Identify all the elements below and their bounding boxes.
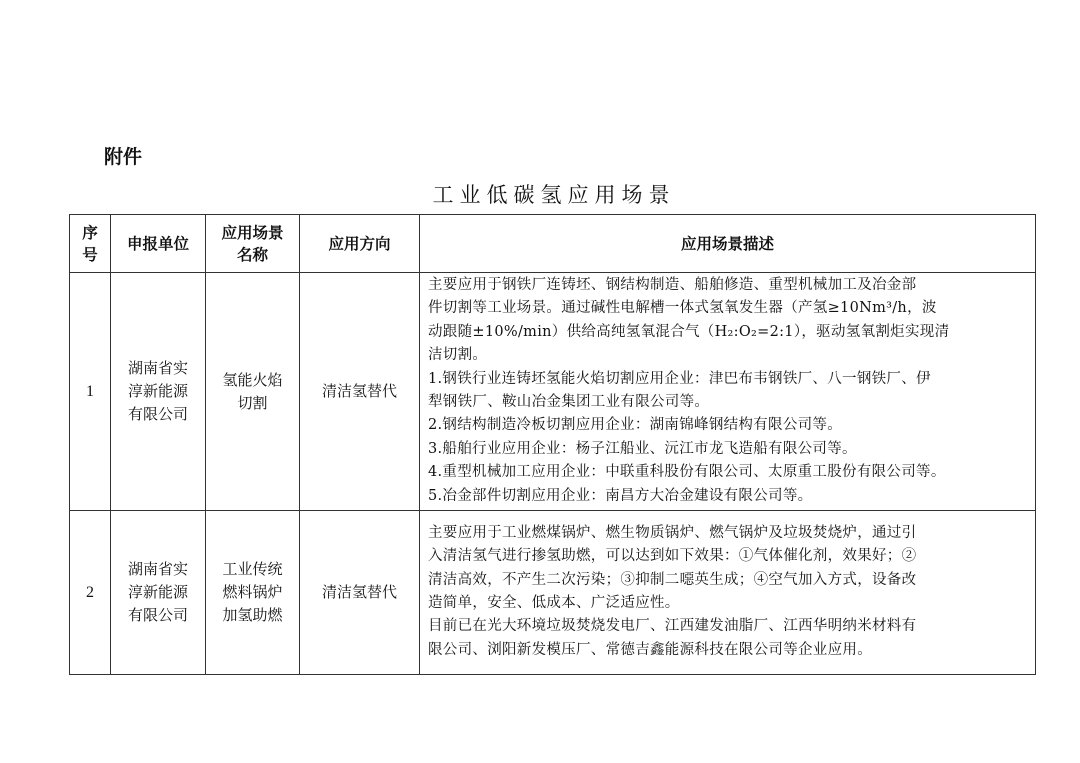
application-scene-table [69, 214, 1036, 675]
row-number: 2 [70, 511, 111, 675]
description-line: 2.钢结构制造冷板切割应用企业：湖南锦峰钢结构有限公司等。 [428, 417, 843, 434]
attachment-label: 附件 [104, 146, 143, 168]
table-row [70, 511, 1036, 675]
description-line: 3.船舶行业应用企业：杨子江船业、沅江市龙飞造船有限公司等。 [428, 440, 857, 457]
description-line: 5.冶金部件切割应用企业：南昌方大冶金建设有限公司等。 [428, 487, 813, 504]
row-direction: 清洁氢替代 [300, 511, 420, 675]
row-number: 1 [70, 273, 111, 511]
unit-line: 有限公司 [127, 606, 188, 625]
row-scene-name [206, 511, 300, 675]
header-scene-name [206, 215, 300, 273]
description-line: 4.重型机械加工应用企业：中联重科股份有限公司、太原重工股份有限公司等。 [428, 464, 946, 481]
description-line: 限公司、浏阳新发模压厂、常德吉鑫能源科技在限公司等企业应用。 [428, 641, 872, 658]
unit-line: 有限公司 [127, 405, 188, 424]
table-row [70, 273, 1036, 511]
scene-name-line: 加氢助燃 [222, 606, 283, 625]
unit-line: 湖南省实 [127, 560, 188, 579]
scene-name-line: 工业传统 [222, 560, 283, 579]
description-line: 1.钢铁行业连铸坯氢能火焰切割应用企业：津巴布韦钢铁厂、八一钢铁厂、伊 [428, 370, 931, 387]
header-no-line: 号 [82, 245, 98, 264]
document-title: 工业低碳氢应用场景 [432, 183, 676, 207]
header-name-line: 名称 [236, 245, 268, 264]
row-scene-name [206, 273, 300, 511]
unit-line: 淳新能源 [127, 583, 188, 602]
scene-name-line: 氢能火焰 [222, 370, 283, 389]
header-no-line: 序 [82, 223, 98, 242]
header-no [70, 215, 111, 273]
description-line: 洁切割。 [428, 347, 488, 364]
unit-line: 湖南省实 [127, 359, 188, 378]
description-line: 造简单，安全、低成本、广泛适应性。 [428, 595, 680, 612]
header-direction: 应用方向 [300, 215, 420, 273]
row-direction: 清洁氢替代 [300, 273, 420, 511]
header-name-line: 应用场景 [221, 223, 284, 242]
header-unit: 申报单位 [111, 215, 206, 273]
row-description [420, 273, 1036, 511]
header-description: 应用场景描述 [420, 215, 1036, 273]
description-line: 清洁高效，不产生二次污染；③抑制二噁英生成；④空气加入方式，设备改 [428, 571, 917, 588]
scene-name-line: 燃料锅炉 [222, 583, 283, 602]
scene-name-line: 切割 [237, 393, 268, 412]
description-line: 件切割等工业场景。通过碱性电解槽一体式氢氧发生器（产氢≥10Nm³/h，波 [428, 300, 937, 317]
description-line: 犁钢铁厂、鞍山冶金集团工业有限公司等。 [428, 394, 710, 411]
row-unit [111, 273, 206, 511]
description-line: 入清洁氢气进行掺氢助燃，可以达到如下效果：①气体催化剂，效果好；② [428, 548, 917, 565]
description-line: 目前已在光大环境垃圾焚烧发电厂、江西建发油脂厂、江西华明纳米材料有 [428, 618, 917, 635]
row-unit [111, 511, 206, 675]
unit-line: 淳新能源 [127, 382, 188, 401]
table-header-row [70, 215, 1036, 273]
row-description [420, 511, 1036, 675]
description-line: 主要应用于工业燃煤锅炉、燃生物质锅炉、燃气锅炉及垃圾焚烧炉，通过引 [428, 524, 917, 541]
description-line: 主要应用于钢铁厂连铸坯、钢结构制造、船舶修造、重型机械加工及冶金部 [428, 277, 917, 293]
description-line: 动跟随±10%/min）供给高纯氢氧混合气（H₂:O₂=2:1），驱动氢氧割炬实现清 [428, 323, 950, 340]
